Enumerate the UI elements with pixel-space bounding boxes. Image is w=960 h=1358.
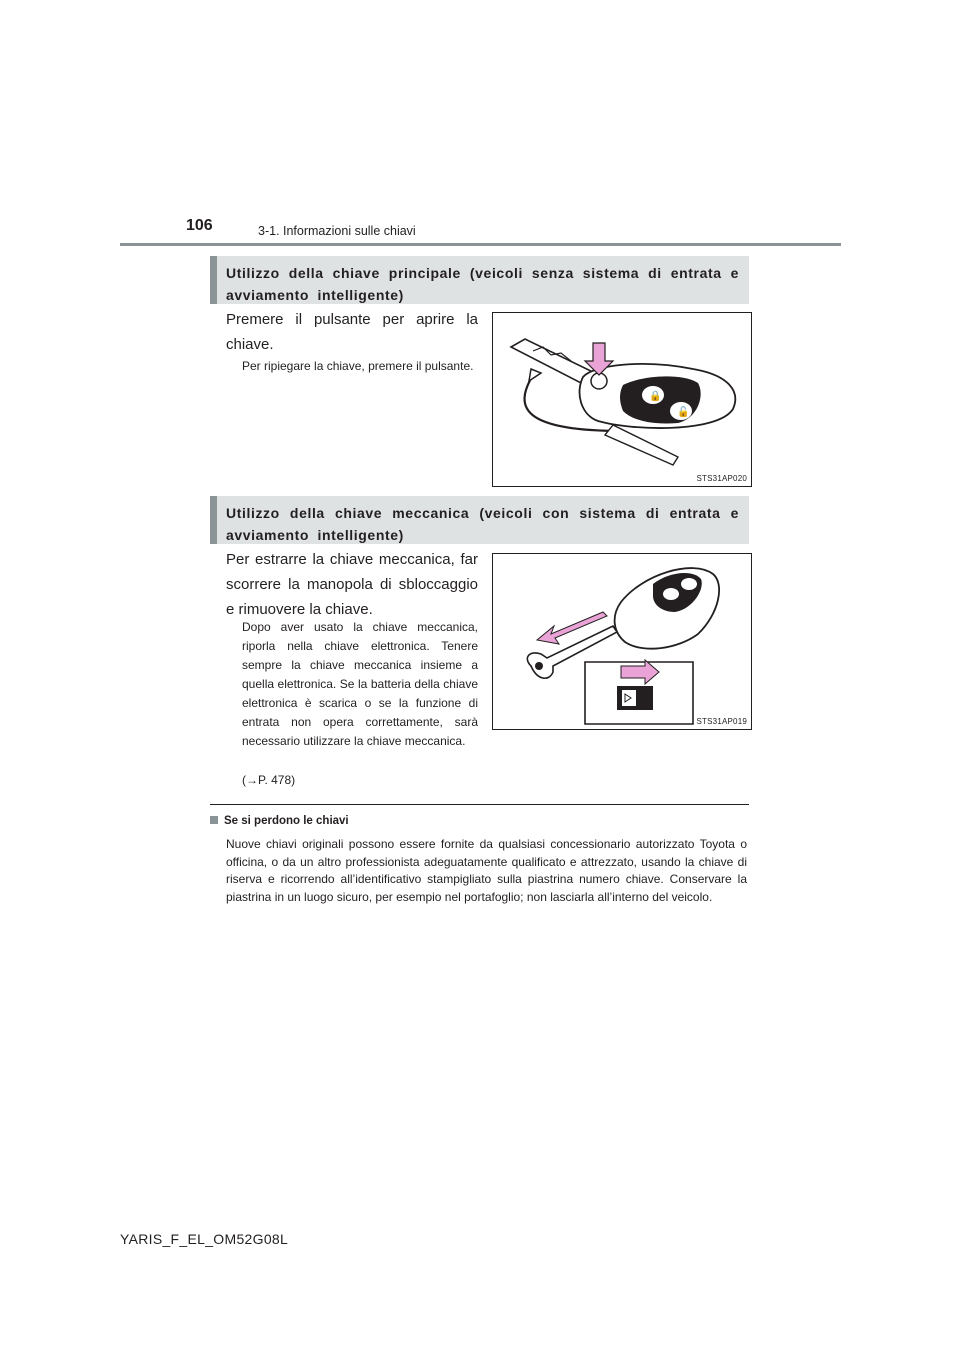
figure-mechanical-key bbox=[492, 553, 752, 730]
note-fold-key: Per ripiegare la chiave, premere il pulsante. bbox=[242, 359, 474, 373]
figure-code: STS31AP020 bbox=[696, 474, 747, 483]
square-bullet-icon bbox=[210, 816, 218, 824]
svg-text:🔒: 🔒 bbox=[649, 391, 662, 402]
svg-text:🔓: 🔓 bbox=[677, 407, 690, 418]
note-body: Nuove chiavi originali possono essere fornite da qualsiasi concessionario autorizzato Toyota o officina, o da un altro professionista adeguatamente qualificato e attrezzato, usando la chiave di riserva e ricorrendo all’identificativo stampigliato sulla piastrina numero chiave. Conservare la piastrina in un luogo sicuro, per esempio nel portafoglio; non lasciarla all’interno del veicolo. bbox=[226, 837, 747, 904]
page-number: 106 bbox=[186, 217, 213, 234]
page-reference: (→P. 478) bbox=[242, 773, 296, 787]
heading-main-key bbox=[210, 256, 749, 304]
footer-document-code: YARIS_F_EL_OM52G08L bbox=[120, 1231, 289, 1247]
note-store-key: Dopo aver usato la chiave meccanica, riporla nella chiave elettronica. Tenere sempre la chiave meccanica insieme a quella elettronica. Se la batteria della chiave elettronica è scarica o se la funzione di entrata non opera correttamente, sarà necessario utilizzare la chiave meccanica. bbox=[242, 620, 478, 748]
figure-folding-key bbox=[492, 312, 752, 487]
section-title: 3-1. Informazioni sulle chiavi bbox=[258, 224, 416, 238]
folding-key-illustration bbox=[493, 313, 751, 486]
instruction-extract-key: Per estrarre la chiave meccanica, far scorrere la manopola di sbloccaggio e rimuovere la chiave. bbox=[226, 551, 478, 618]
section-divider bbox=[210, 804, 749, 805]
note-title bbox=[210, 815, 349, 827]
instruction-open-key: Premere il pulsante per aprire la chiave. bbox=[226, 311, 478, 353]
heading-mechanical-key bbox=[210, 496, 749, 544]
heading-mechanical-key-text: Utilizzo della chiave meccanica (veicoli con sistema di entrata e avviamento intelligente) bbox=[226, 505, 739, 543]
mechanical-key-illustration bbox=[493, 554, 751, 729]
figure-code: STS31AP019 bbox=[696, 717, 747, 726]
note-title-text: Se si perdono le chiavi bbox=[224, 815, 349, 827]
heading-main-key-text: Utilizzo della chiave principale (veicoli senza sistema di entrata e avviamento intelligente) bbox=[226, 265, 739, 303]
header-rule bbox=[120, 243, 841, 246]
